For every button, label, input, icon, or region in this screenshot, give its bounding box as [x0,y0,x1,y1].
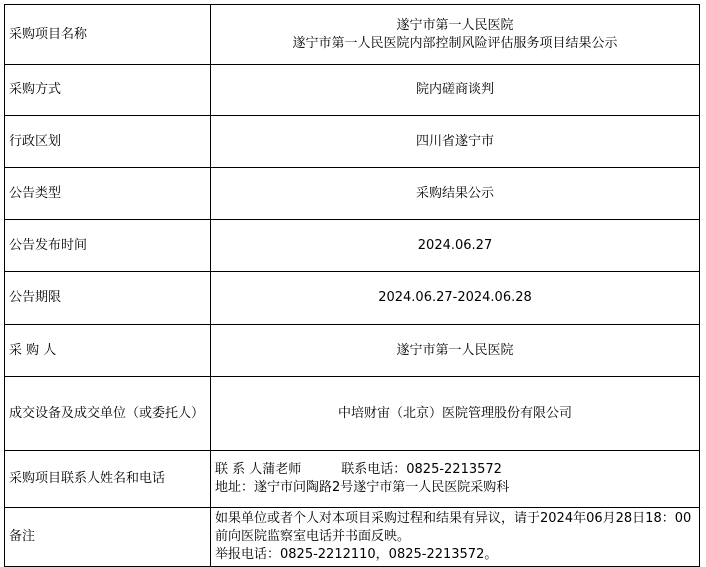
label-notice-type: 公告类型 [5,168,211,220]
contact-name: 联 系 人蒲老师 [215,462,302,477]
label-remarks: 备注 [5,508,211,567]
row-remarks [5,508,700,567]
value-remarks [211,508,700,567]
row-purchaser [5,325,700,377]
row-region [5,116,700,168]
value-contact [211,451,700,508]
row-procurement-method [5,65,700,116]
row-project-name [5,5,700,65]
value-procurement-method: 院内磋商谈判 [211,65,700,116]
row-notice-period [5,272,700,325]
value-project-name [211,5,700,65]
label-project-name: 采购项目名称 [5,5,211,65]
contact-line [215,461,695,479]
label-procurement-method: 采购方式 [5,65,211,116]
label-region: 行政区划 [5,116,211,168]
label-publish-time: 公告发布时间 [5,220,211,272]
row-contact [5,451,700,508]
value-notice-period: 2024.06.27-2024.06.28 [211,272,700,325]
contact-address: 地址：遂宁市问陶路2号遂宁市第一人民医院采购科 [215,480,510,495]
row-publish-time [5,220,700,272]
value-awarded-unit: 中培财宙（北京）医院管理股份有限公司 [211,377,700,451]
project-org: 遂宁市第一人民医院 [396,17,514,33]
value-notice-type: 采购结果公示 [211,168,700,220]
contact-phone: 联系电话：0825-2213572 [341,462,502,477]
remarks-objection: 如果单位或者个人对本项目采购过程和结果有异议，请于2024年06月28日18：00前向医院监察室电话并书面反映。 [215,511,692,544]
value-publish-time: 2024.06.27 [211,220,700,272]
project-title: 遂宁市第一人民医院内部控制风险评估服务项目结果公示 [292,35,618,51]
procurement-result-table [4,4,700,567]
label-purchaser: 采 购 人 [5,325,211,377]
label-notice-period: 公告期限 [5,272,211,325]
row-awarded-unit [5,377,700,451]
value-purchaser: 遂宁市第一人民医院 [211,325,700,377]
row-notice-type [5,168,700,220]
value-region: 四川省遂宁市 [211,116,700,168]
remarks-hotline: 举报电话：0825-2212110，0825-2213572。 [215,547,498,562]
label-awarded-unit: 成交设备及成交单位（或委托人） [5,377,211,451]
label-contact: 采购项目联系人姓名和电话 [5,451,211,508]
